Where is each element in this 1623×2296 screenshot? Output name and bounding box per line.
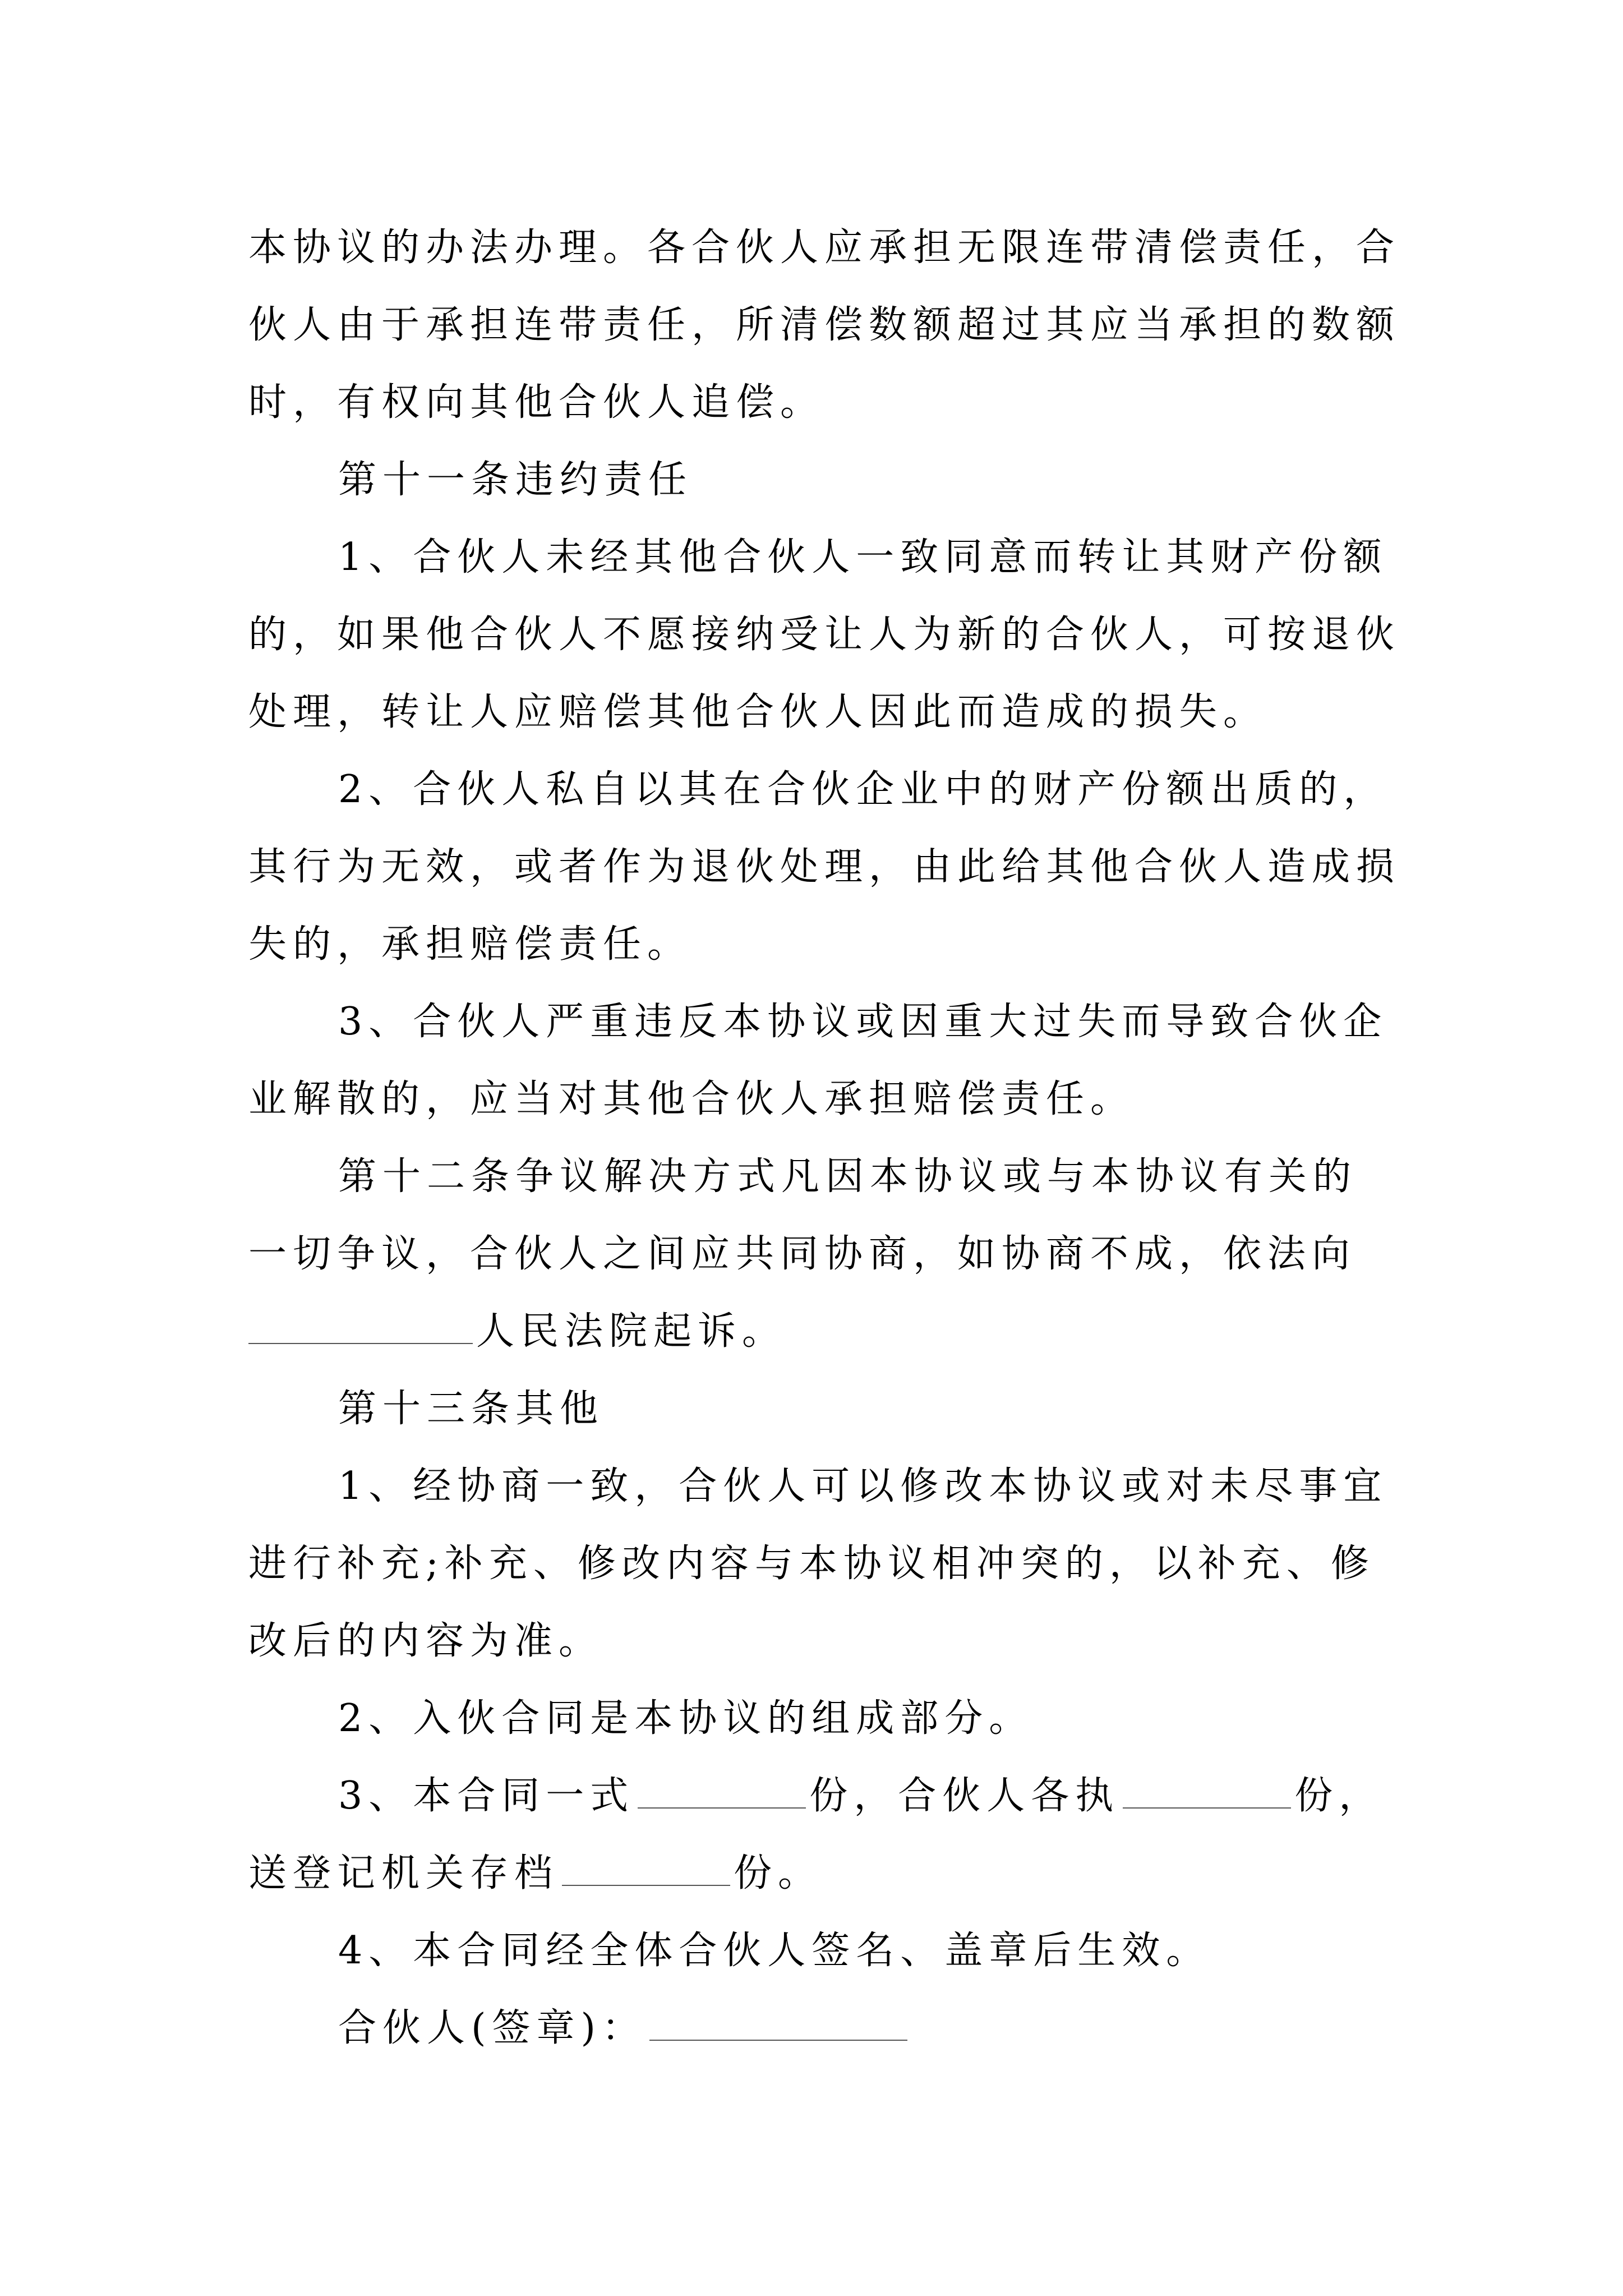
text-segment: 份。	[734, 1851, 823, 1895]
text-line: 2、合伙人私自以其在合伙企业中的财产份额出质的，	[338, 767, 1388, 812]
signature-label: 合伙人(签章)：	[338, 2006, 647, 2050]
text-segment: 3、本合同一式	[338, 1774, 635, 1818]
filing-line	[248, 1834, 822, 1913]
text-line: 3、合伙人严重违反本协议或因重大过失而导致合伙企	[338, 1000, 1388, 1044]
text-line: 进行补充;补充、修改内容与本协议相冲突的，以补充、修	[248, 1542, 1375, 1586]
copies-total-blank[interactable]	[638, 1775, 806, 1809]
text-line: 1、合伙人未经其他合伙人一致同意而转让其财产份额	[338, 535, 1388, 579]
text-line: 人民法院起诉。	[476, 1309, 787, 1354]
section-heading-11: 第十一条违约责任	[338, 458, 693, 502]
copies-filed-blank[interactable]	[562, 1852, 730, 1886]
section-heading-12: 第十二条争议解决方式凡因本协议或与本协议有关的	[338, 1154, 1358, 1199]
copies-each-partner-blank[interactable]	[1123, 1775, 1291, 1809]
text-line: 失的，承担赔偿责任。	[248, 922, 692, 967]
text-line: 4、本合同经全体合伙人签名、盖章后生效。	[338, 1929, 1211, 1973]
text-line: 一切争议，合伙人之间应共同协商，如协商不成，依法向	[248, 1232, 1357, 1276]
text-line: 处理，转让人应赔偿其他合伙人因此而造成的损失。	[248, 690, 1268, 734]
text-line: 改后的内容为准。	[248, 1619, 603, 1663]
text-line: 伙人由于承担连带责任，所清偿数额超过其应当承担的数额	[248, 303, 1401, 347]
text-segment: 份，合伙人各执	[809, 1774, 1120, 1818]
copies-line	[338, 1757, 1383, 1835]
court-name-blank[interactable]	[248, 1310, 473, 1344]
signature-line	[338, 1989, 911, 2068]
text-segment: 份，	[1294, 1774, 1384, 1818]
court-line	[248, 1292, 786, 1371]
text-segment: 送登记机关存档	[248, 1851, 559, 1895]
text-line: 的，如果他合伙人不愿接纳受让人为新的合伙人，可按退伙	[248, 613, 1401, 657]
section-heading-13: 第十三条其他	[338, 1387, 605, 1431]
text-line: 时，有权向其他合伙人追偿。	[248, 380, 825, 425]
signature-blank[interactable]	[649, 2007, 907, 2041]
text-line: 业解散的，应当对其他合伙人承担赔偿责任。	[248, 1077, 1135, 1121]
text-line: 其行为无效，或者作为退伙处理，由此给其他合伙人造成损	[248, 845, 1401, 889]
text-line: 1、经协商一致，合伙人可以修改本协议或对未尽事宜	[338, 1464, 1388, 1508]
text-line: 2、入伙合同是本协议的组成部分。	[338, 1696, 1034, 1741]
text-line: 本协议的办法办理。各合伙人应承担无限连带清偿责任，合	[248, 226, 1401, 270]
